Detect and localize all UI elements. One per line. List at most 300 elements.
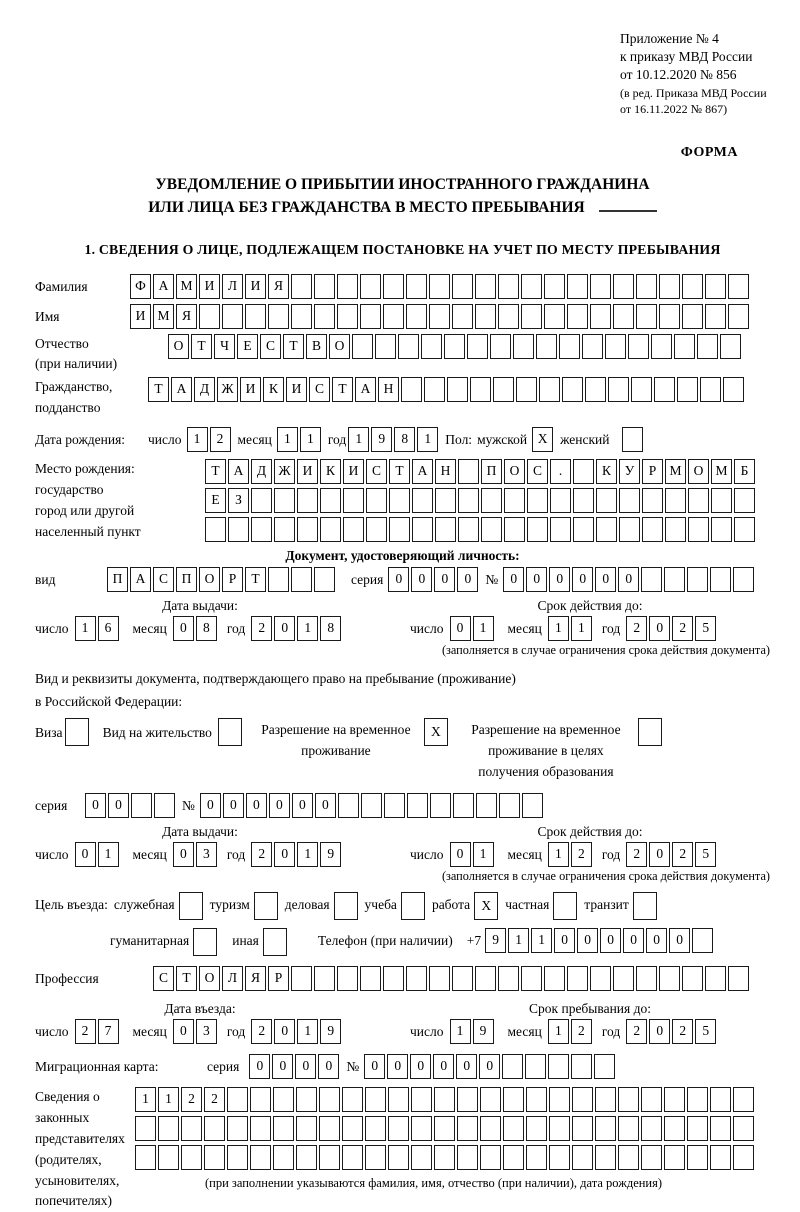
char-cell[interactable] xyxy=(493,377,514,402)
char-cell[interactable]: 2 xyxy=(571,1019,592,1044)
char-cell[interactable] xyxy=(481,488,502,513)
char-cell[interactable]: С xyxy=(527,459,548,484)
char-cell[interactable] xyxy=(734,517,755,542)
char-cell[interactable] xyxy=(250,1145,271,1170)
char-cell[interactable] xyxy=(536,334,557,359)
char-cell[interactable]: 2 xyxy=(672,1019,693,1044)
char-cell[interactable] xyxy=(503,1116,524,1141)
char-cell[interactable] xyxy=(622,427,643,452)
char-cell[interactable] xyxy=(458,459,479,484)
char-cell[interactable] xyxy=(467,334,488,359)
char-cell[interactable]: Т xyxy=(148,377,169,402)
char-cell[interactable]: 0 xyxy=(554,928,575,953)
char-cell[interactable]: Т xyxy=(283,334,304,359)
char-cell[interactable] xyxy=(227,1087,248,1112)
char-cell[interactable] xyxy=(250,1087,271,1112)
char-cell[interactable] xyxy=(503,1145,524,1170)
char-cell[interactable] xyxy=(595,1087,616,1112)
char-cell[interactable]: М xyxy=(153,304,174,329)
char-cell[interactable]: 5 xyxy=(695,616,716,641)
char-cell[interactable] xyxy=(457,1116,478,1141)
char-cell[interactable] xyxy=(723,377,744,402)
char-cell[interactable] xyxy=(383,966,404,991)
char-cell[interactable]: И xyxy=(245,274,266,299)
char-cell[interactable] xyxy=(297,517,318,542)
char-cell[interactable] xyxy=(218,718,242,746)
char-cell[interactable] xyxy=(398,334,419,359)
char-cell[interactable] xyxy=(573,517,594,542)
char-cell[interactable] xyxy=(526,1145,547,1170)
char-cell[interactable] xyxy=(429,274,450,299)
char-cell[interactable]: О xyxy=(688,459,709,484)
char-cell[interactable] xyxy=(291,274,312,299)
char-cell[interactable] xyxy=(710,1145,731,1170)
char-cell[interactable]: З xyxy=(228,488,249,513)
char-cell[interactable] xyxy=(245,304,266,329)
char-cell[interactable] xyxy=(636,304,657,329)
char-cell[interactable]: 3 xyxy=(196,1019,217,1044)
char-cell[interactable] xyxy=(590,304,611,329)
char-cell[interactable] xyxy=(291,567,312,592)
char-cell[interactable]: 0 xyxy=(456,1054,477,1079)
char-cell[interactable]: 2 xyxy=(626,1019,647,1044)
char-cell[interactable] xyxy=(490,334,511,359)
char-cell[interactable] xyxy=(361,793,382,818)
char-cell[interactable] xyxy=(638,718,662,746)
char-cell[interactable] xyxy=(548,1054,569,1079)
char-cell[interactable] xyxy=(291,304,312,329)
char-cell[interactable] xyxy=(697,334,718,359)
char-cell[interactable]: 0 xyxy=(292,793,313,818)
char-cell[interactable] xyxy=(572,1087,593,1112)
char-cell[interactable]: К xyxy=(263,377,284,402)
char-cell[interactable] xyxy=(526,1087,547,1112)
char-cell[interactable]: Р xyxy=(268,966,289,991)
char-cell[interactable] xyxy=(453,793,474,818)
char-cell[interactable] xyxy=(705,304,726,329)
char-cell[interactable] xyxy=(559,334,580,359)
char-cell[interactable]: О xyxy=(199,966,220,991)
char-cell[interactable]: Д xyxy=(251,459,272,484)
char-cell[interactable] xyxy=(687,1116,708,1141)
char-cell[interactable]: Я xyxy=(245,966,266,991)
char-cell[interactable]: X xyxy=(424,718,448,746)
char-cell[interactable]: 1 xyxy=(548,616,569,641)
char-cell[interactable]: 0 xyxy=(269,793,290,818)
char-cell[interactable] xyxy=(498,274,519,299)
char-cell[interactable]: В xyxy=(306,334,327,359)
char-cell[interactable] xyxy=(314,274,335,299)
char-cell[interactable]: А xyxy=(130,567,151,592)
char-cell[interactable]: 0 xyxy=(572,567,593,592)
char-cell[interactable] xyxy=(406,966,427,991)
char-cell[interactable] xyxy=(664,567,685,592)
char-cell[interactable]: 0 xyxy=(649,1019,670,1044)
char-cell[interactable]: Ч xyxy=(214,334,235,359)
char-cell[interactable] xyxy=(594,1054,615,1079)
char-cell[interactable] xyxy=(274,517,295,542)
char-cell[interactable]: X xyxy=(532,427,553,452)
char-cell[interactable] xyxy=(711,517,732,542)
char-cell[interactable]: 0 xyxy=(549,567,570,592)
char-cell[interactable] xyxy=(199,304,220,329)
char-cell[interactable] xyxy=(633,892,657,920)
char-cell[interactable] xyxy=(734,488,755,513)
char-cell[interactable] xyxy=(411,1087,432,1112)
char-cell[interactable] xyxy=(728,274,749,299)
char-cell[interactable] xyxy=(444,334,465,359)
char-cell[interactable] xyxy=(476,793,497,818)
char-cell[interactable] xyxy=(434,1087,455,1112)
char-cell[interactable]: 1 xyxy=(277,427,298,452)
char-cell[interactable] xyxy=(401,377,422,402)
char-cell[interactable]: П xyxy=(176,567,197,592)
char-cell[interactable]: Р xyxy=(642,459,663,484)
char-cell[interactable] xyxy=(687,1145,708,1170)
char-cell[interactable] xyxy=(475,304,496,329)
char-cell[interactable]: 0 xyxy=(434,567,455,592)
char-cell[interactable]: А xyxy=(412,459,433,484)
char-cell[interactable] xyxy=(429,966,450,991)
char-cell[interactable] xyxy=(430,793,451,818)
char-cell[interactable] xyxy=(366,488,387,513)
char-cell[interactable]: Т xyxy=(332,377,353,402)
char-cell[interactable] xyxy=(406,304,427,329)
char-cell[interactable] xyxy=(338,793,359,818)
char-cell[interactable]: 1 xyxy=(450,1019,471,1044)
char-cell[interactable]: 1 xyxy=(297,616,318,641)
char-cell[interactable] xyxy=(728,966,749,991)
char-cell[interactable]: Н xyxy=(435,459,456,484)
char-cell[interactable] xyxy=(498,966,519,991)
char-cell[interactable]: 2 xyxy=(251,616,272,641)
char-cell[interactable] xyxy=(659,966,680,991)
char-cell[interactable] xyxy=(504,517,525,542)
char-cell[interactable] xyxy=(705,966,726,991)
char-cell[interactable]: 2 xyxy=(181,1087,202,1112)
char-cell[interactable] xyxy=(526,1116,547,1141)
char-cell[interactable] xyxy=(513,334,534,359)
char-cell[interactable]: 1 xyxy=(98,842,119,867)
char-cell[interactable]: . xyxy=(550,459,571,484)
char-cell[interactable] xyxy=(659,304,680,329)
char-cell[interactable]: 9 xyxy=(371,427,392,452)
char-cell[interactable] xyxy=(273,1087,294,1112)
char-cell[interactable]: 0 xyxy=(503,567,524,592)
char-cell[interactable] xyxy=(158,1116,179,1141)
char-cell[interactable] xyxy=(457,1145,478,1170)
char-cell[interactable] xyxy=(572,1145,593,1170)
char-cell[interactable] xyxy=(521,304,542,329)
char-cell[interactable] xyxy=(498,304,519,329)
char-cell[interactable]: П xyxy=(481,459,502,484)
char-cell[interactable]: 1 xyxy=(417,427,438,452)
char-cell[interactable] xyxy=(665,517,686,542)
char-cell[interactable] xyxy=(342,1087,363,1112)
char-cell[interactable] xyxy=(411,1145,432,1170)
char-cell[interactable] xyxy=(135,1145,156,1170)
char-cell[interactable] xyxy=(179,892,203,920)
char-cell[interactable] xyxy=(360,966,381,991)
char-cell[interactable] xyxy=(424,377,445,402)
char-cell[interactable]: С xyxy=(153,567,174,592)
char-cell[interactable] xyxy=(475,966,496,991)
char-cell[interactable] xyxy=(429,304,450,329)
char-cell[interactable]: Т xyxy=(205,459,226,484)
char-cell[interactable]: Ж xyxy=(274,459,295,484)
char-cell[interactable] xyxy=(642,488,663,513)
char-cell[interactable] xyxy=(401,892,425,920)
char-cell[interactable] xyxy=(665,488,686,513)
char-cell[interactable]: М xyxy=(665,459,686,484)
char-cell[interactable] xyxy=(250,1116,271,1141)
char-cell[interactable]: 2 xyxy=(571,842,592,867)
char-cell[interactable] xyxy=(687,567,708,592)
char-cell[interactable] xyxy=(521,966,542,991)
char-cell[interactable]: 2 xyxy=(204,1087,225,1112)
char-cell[interactable] xyxy=(687,1087,708,1112)
char-cell[interactable] xyxy=(406,274,427,299)
char-cell[interactable]: 0 xyxy=(274,842,295,867)
char-cell[interactable] xyxy=(452,304,473,329)
char-cell[interactable]: 0 xyxy=(623,928,644,953)
char-cell[interactable]: 8 xyxy=(196,616,217,641)
char-cell[interactable]: 2 xyxy=(626,842,647,867)
char-cell[interactable] xyxy=(435,488,456,513)
char-cell[interactable]: 1 xyxy=(187,427,208,452)
char-cell[interactable] xyxy=(291,966,312,991)
char-cell[interactable] xyxy=(383,274,404,299)
char-cell[interactable] xyxy=(664,1145,685,1170)
char-cell[interactable] xyxy=(562,377,583,402)
char-cell[interactable] xyxy=(411,1116,432,1141)
char-cell[interactable] xyxy=(407,793,428,818)
char-cell[interactable]: 9 xyxy=(320,842,341,867)
char-cell[interactable] xyxy=(181,1116,202,1141)
char-cell[interactable] xyxy=(567,966,588,991)
char-cell[interactable]: 1 xyxy=(158,1087,179,1112)
char-cell[interactable] xyxy=(585,377,606,402)
char-cell[interactable]: К xyxy=(320,459,341,484)
char-cell[interactable] xyxy=(360,274,381,299)
char-cell[interactable]: М xyxy=(711,459,732,484)
char-cell[interactable]: 0 xyxy=(272,1054,293,1079)
char-cell[interactable]: 0 xyxy=(387,1054,408,1079)
char-cell[interactable]: Б xyxy=(734,459,755,484)
char-cell[interactable]: 0 xyxy=(200,793,221,818)
char-cell[interactable]: С xyxy=(260,334,281,359)
char-cell[interactable]: 0 xyxy=(433,1054,454,1079)
char-cell[interactable]: 0 xyxy=(457,567,478,592)
char-cell[interactable] xyxy=(516,377,537,402)
char-cell[interactable] xyxy=(388,1145,409,1170)
char-cell[interactable] xyxy=(573,459,594,484)
char-cell[interactable] xyxy=(682,274,703,299)
char-cell[interactable] xyxy=(412,488,433,513)
char-cell[interactable] xyxy=(480,1116,501,1141)
char-cell[interactable] xyxy=(618,1145,639,1170)
char-cell[interactable]: 0 xyxy=(577,928,598,953)
char-cell[interactable]: Я xyxy=(268,274,289,299)
char-cell[interactable]: 0 xyxy=(85,793,106,818)
char-cell[interactable]: 2 xyxy=(251,1019,272,1044)
char-cell[interactable]: 5 xyxy=(695,1019,716,1044)
char-cell[interactable] xyxy=(154,793,175,818)
char-cell[interactable]: 0 xyxy=(173,616,194,641)
char-cell[interactable] xyxy=(590,274,611,299)
char-cell[interactable] xyxy=(352,334,373,359)
char-cell[interactable]: Р xyxy=(222,567,243,592)
char-cell[interactable] xyxy=(273,1145,294,1170)
char-cell[interactable] xyxy=(273,1116,294,1141)
char-cell[interactable] xyxy=(527,488,548,513)
char-cell[interactable] xyxy=(263,928,287,956)
char-cell[interactable] xyxy=(544,966,565,991)
char-cell[interactable] xyxy=(700,377,721,402)
char-cell[interactable] xyxy=(544,274,565,299)
char-cell[interactable] xyxy=(320,488,341,513)
char-cell[interactable] xyxy=(641,1116,662,1141)
char-cell[interactable] xyxy=(204,1116,225,1141)
char-cell[interactable]: X xyxy=(474,892,498,920)
char-cell[interactable] xyxy=(337,304,358,329)
char-cell[interactable]: И xyxy=(286,377,307,402)
char-cell[interactable]: 0 xyxy=(315,793,336,818)
char-cell[interactable] xyxy=(342,1116,363,1141)
char-cell[interactable] xyxy=(628,334,649,359)
char-cell[interactable] xyxy=(710,567,731,592)
char-cell[interactable] xyxy=(677,377,698,402)
char-cell[interactable] xyxy=(654,377,675,402)
char-cell[interactable]: 0 xyxy=(364,1054,385,1079)
char-cell[interactable] xyxy=(314,966,335,991)
char-cell[interactable] xyxy=(388,1116,409,1141)
char-cell[interactable]: 1 xyxy=(571,616,592,641)
char-cell[interactable]: 8 xyxy=(320,616,341,641)
char-cell[interactable] xyxy=(342,1145,363,1170)
char-cell[interactable] xyxy=(733,567,754,592)
char-cell[interactable]: И xyxy=(343,459,364,484)
char-cell[interactable]: 9 xyxy=(473,1019,494,1044)
char-cell[interactable] xyxy=(682,304,703,329)
char-cell[interactable]: 1 xyxy=(297,1019,318,1044)
char-cell[interactable] xyxy=(596,517,617,542)
char-cell[interactable] xyxy=(458,517,479,542)
char-cell[interactable] xyxy=(521,274,542,299)
char-cell[interactable] xyxy=(549,1145,570,1170)
char-cell[interactable]: А xyxy=(153,274,174,299)
char-cell[interactable]: 0 xyxy=(526,567,547,592)
char-cell[interactable]: 1 xyxy=(348,427,369,452)
char-cell[interactable] xyxy=(608,377,629,402)
char-cell[interactable] xyxy=(641,1145,662,1170)
char-cell[interactable]: Л xyxy=(222,274,243,299)
char-cell[interactable] xyxy=(619,517,640,542)
char-cell[interactable] xyxy=(227,1116,248,1141)
char-cell[interactable]: 6 xyxy=(98,616,119,641)
char-cell[interactable]: 0 xyxy=(274,616,295,641)
char-cell[interactable] xyxy=(720,334,741,359)
char-cell[interactable] xyxy=(193,928,217,956)
char-cell[interactable] xyxy=(204,1145,225,1170)
char-cell[interactable] xyxy=(595,1116,616,1141)
char-cell[interactable]: 0 xyxy=(411,567,432,592)
char-cell[interactable]: И xyxy=(297,459,318,484)
char-cell[interactable] xyxy=(651,334,672,359)
char-cell[interactable]: 2 xyxy=(672,842,693,867)
char-cell[interactable]: И xyxy=(240,377,261,402)
char-cell[interactable] xyxy=(733,1087,754,1112)
char-cell[interactable] xyxy=(360,304,381,329)
char-cell[interactable] xyxy=(319,1116,340,1141)
char-cell[interactable]: 8 xyxy=(394,427,415,452)
char-cell[interactable] xyxy=(503,1087,524,1112)
char-cell[interactable] xyxy=(733,1116,754,1141)
char-cell[interactable] xyxy=(613,274,634,299)
char-cell[interactable] xyxy=(499,793,520,818)
char-cell[interactable]: 0 xyxy=(173,1019,194,1044)
char-cell[interactable] xyxy=(251,517,272,542)
char-cell[interactable] xyxy=(435,517,456,542)
char-cell[interactable]: У xyxy=(619,459,640,484)
char-cell[interactable] xyxy=(343,517,364,542)
char-cell[interactable]: 0 xyxy=(274,1019,295,1044)
char-cell[interactable] xyxy=(254,892,278,920)
char-cell[interactable]: 1 xyxy=(473,616,494,641)
char-cell[interactable]: 0 xyxy=(388,567,409,592)
char-cell[interactable]: 0 xyxy=(669,928,690,953)
char-cell[interactable] xyxy=(131,793,152,818)
char-cell[interactable] xyxy=(567,304,588,329)
char-cell[interactable] xyxy=(613,966,634,991)
char-cell[interactable]: 0 xyxy=(450,616,471,641)
char-cell[interactable]: 0 xyxy=(618,567,639,592)
char-cell[interactable]: С xyxy=(366,459,387,484)
char-cell[interactable]: М xyxy=(176,274,197,299)
char-cell[interactable] xyxy=(452,966,473,991)
char-cell[interactable] xyxy=(705,274,726,299)
char-cell[interactable] xyxy=(388,1087,409,1112)
char-cell[interactable]: О xyxy=(199,567,220,592)
char-cell[interactable] xyxy=(636,274,657,299)
char-cell[interactable] xyxy=(434,1116,455,1141)
char-cell[interactable]: 0 xyxy=(246,793,267,818)
char-cell[interactable] xyxy=(205,517,226,542)
char-cell[interactable] xyxy=(618,1116,639,1141)
char-cell[interactable]: Т xyxy=(389,459,410,484)
char-cell[interactable] xyxy=(158,1145,179,1170)
char-cell[interactable]: 2 xyxy=(251,842,272,867)
char-cell[interactable] xyxy=(710,1116,731,1141)
char-cell[interactable]: 0 xyxy=(410,1054,431,1079)
char-cell[interactable]: 0 xyxy=(295,1054,316,1079)
char-cell[interactable] xyxy=(710,1087,731,1112)
char-cell[interactable] xyxy=(642,517,663,542)
char-cell[interactable] xyxy=(544,304,565,329)
char-cell[interactable] xyxy=(421,334,442,359)
char-cell[interactable] xyxy=(481,517,502,542)
char-cell[interactable]: 1 xyxy=(297,842,318,867)
char-cell[interactable]: 0 xyxy=(75,842,96,867)
char-cell[interactable] xyxy=(553,892,577,920)
char-cell[interactable]: 2 xyxy=(626,616,647,641)
char-cell[interactable] xyxy=(596,488,617,513)
char-cell[interactable] xyxy=(319,1087,340,1112)
char-cell[interactable] xyxy=(711,488,732,513)
char-cell[interactable]: Ф xyxy=(130,274,151,299)
char-cell[interactable]: С xyxy=(153,966,174,991)
char-cell[interactable]: 0 xyxy=(108,793,129,818)
